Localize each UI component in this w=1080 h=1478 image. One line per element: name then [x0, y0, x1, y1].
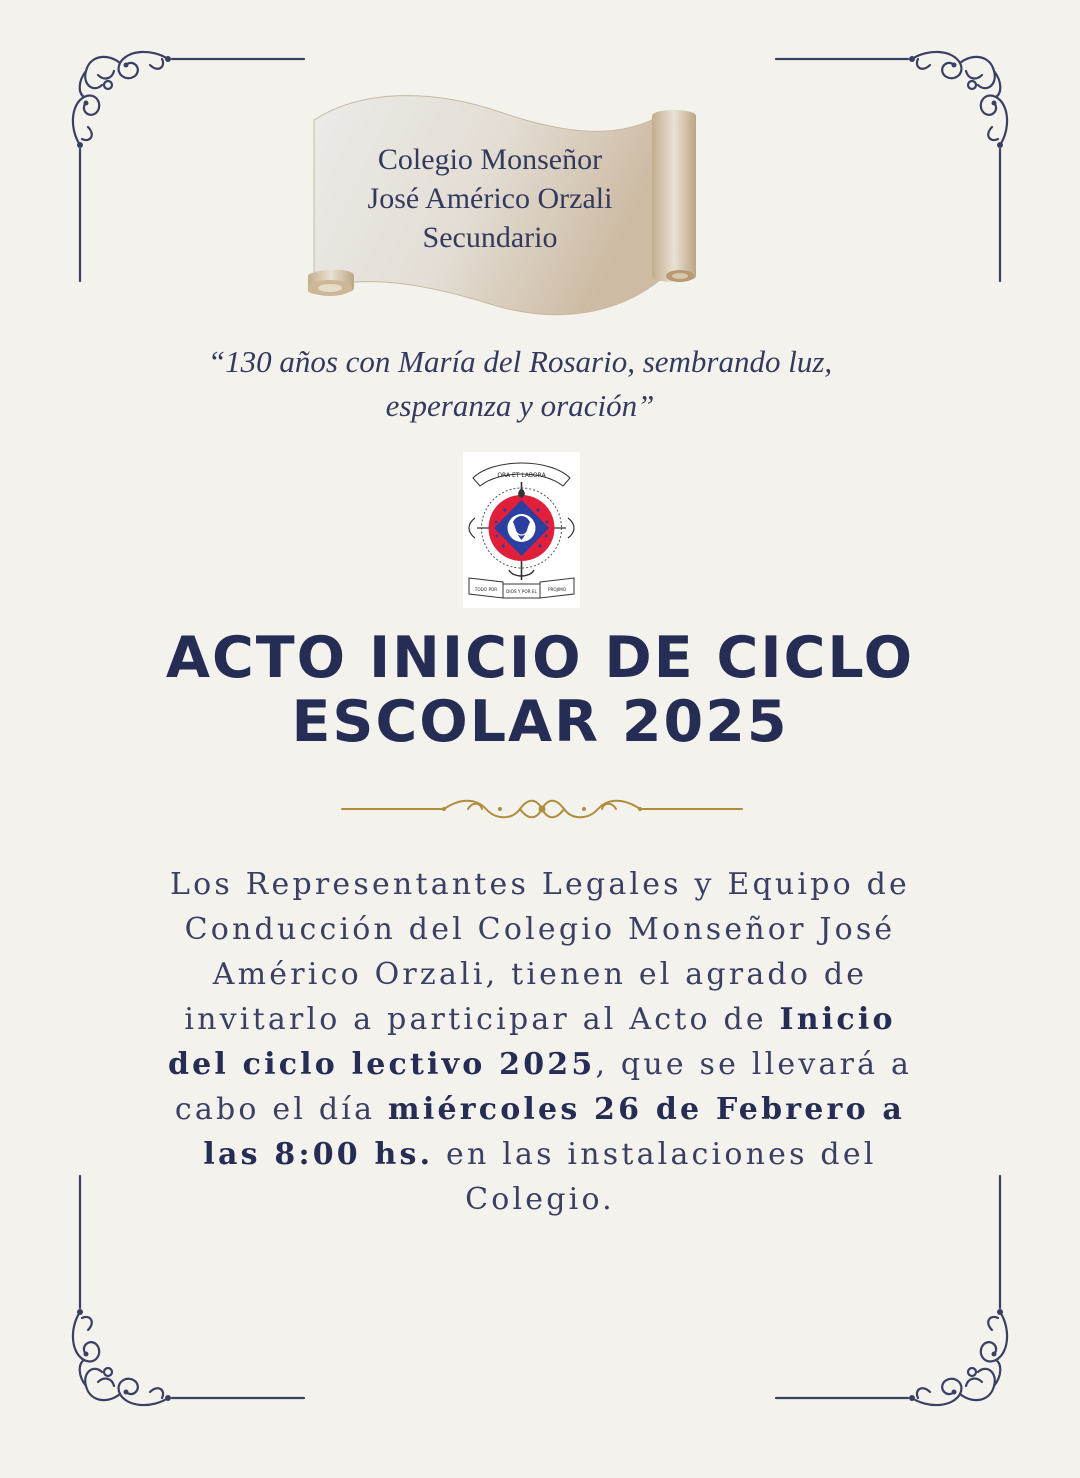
- invitation-text-segment: , que se llevará a: [595, 1047, 913, 1082]
- event-time: las 8:00 hs.: [203, 1137, 434, 1172]
- crest-top-motto: ORA ET LABORA: [497, 472, 546, 479]
- flourish-icon: [68, 45, 308, 285]
- invitation-line: [100, 997, 980, 1042]
- invitation-line: [100, 1087, 980, 1132]
- invitation-text-segment: en las instalaciones del: [433, 1137, 877, 1172]
- event-name-emphasis: Inicio: [779, 1002, 896, 1037]
- invitation-line: [100, 1132, 980, 1177]
- crest-ribbon-center: DIOS Y POR EL: [506, 589, 537, 594]
- invitation-line: [100, 907, 980, 952]
- invitation-line: [100, 862, 980, 907]
- school-name-line-1: Colegio Monseñor: [377, 143, 603, 176]
- corner-ornament-top-right: [772, 45, 1012, 285]
- school-level: Secundario: [422, 221, 558, 254]
- event-title: [80, 626, 1000, 754]
- school-crest: [463, 452, 580, 608]
- invitation-text-segment: Colegio.: [465, 1182, 615, 1217]
- event-name-emphasis: del ciclo lectivo 2025: [167, 1047, 596, 1082]
- gold-divider: [340, 792, 744, 826]
- invitation-line: [100, 1177, 980, 1222]
- crest-icon: [463, 452, 580, 608]
- invitation-text: [100, 862, 980, 1222]
- invitation-text-segment: invitarlo a participar al Acto de: [184, 1002, 780, 1037]
- invitation-text-segment: Los Representantes Legales y Equipo de: [170, 867, 910, 902]
- invitation-text-segment: Conducción del Colegio Monseñor José: [184, 912, 896, 947]
- invitation-line: [100, 952, 980, 997]
- invitation-text-segment: cabo el día: [174, 1092, 388, 1127]
- event-title-line-2: ESCOLAR 2025: [291, 689, 789, 755]
- crest-ribbon-left: TODO POR: [474, 587, 498, 592]
- ornamental-divider-icon: [340, 792, 744, 826]
- school-name-line-2: José Américo Orzali: [367, 182, 613, 215]
- invitation-text-segment: Américo Orzali, tienen el agrado de: [212, 957, 868, 992]
- crest-ribbon-right: PROJIMO: [547, 587, 567, 592]
- motto-line-1: “130 años con María del Rosario, sembrando luz,: [207, 344, 833, 379]
- flourish-icon: [772, 45, 1012, 285]
- invitation-line: [100, 1042, 980, 1087]
- corner-ornament-top-left: [68, 45, 308, 285]
- school-name: [330, 140, 650, 257]
- anniversary-motto: [120, 340, 920, 428]
- event-title-line-1: ACTO INICIO DE CICLO: [165, 625, 915, 691]
- event-date: miércoles 26 de Febrero a: [387, 1092, 906, 1127]
- motto-line-2: esperanza y oración”: [385, 388, 655, 423]
